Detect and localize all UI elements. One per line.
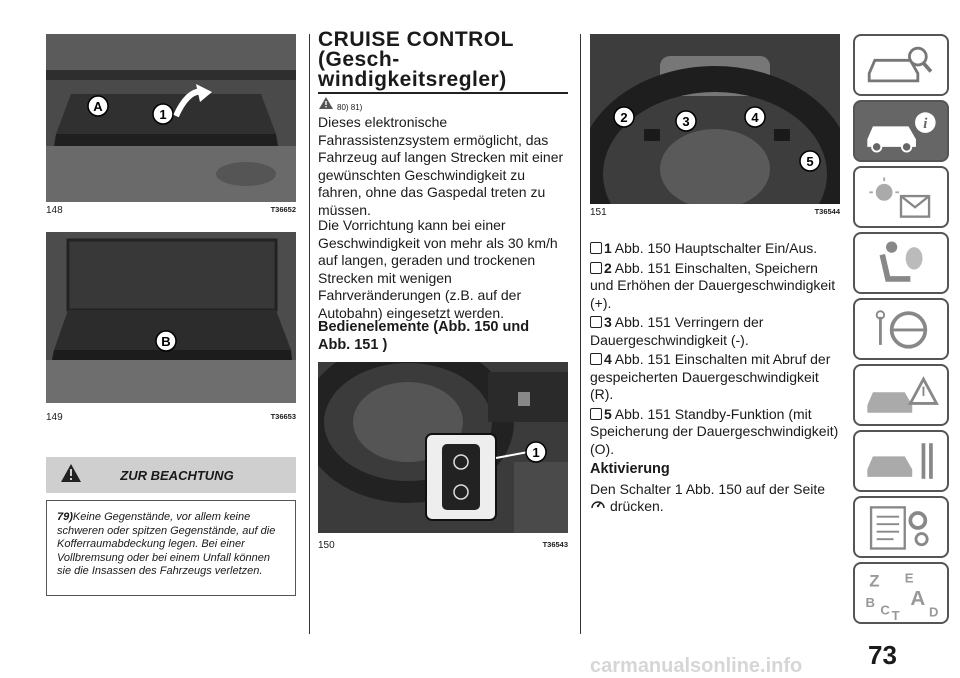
controls-list bbox=[590, 240, 840, 460]
index-letter: Z bbox=[869, 571, 880, 591]
footnote-refs: 80) 81) bbox=[337, 103, 363, 112]
callout-5: 5 bbox=[806, 154, 814, 169]
control-text: Abb. 151 Einschalten mit Abruf der gespeicherten Dauergeschwindigkeit (R). bbox=[590, 351, 831, 402]
control-item bbox=[590, 351, 840, 404]
note-text: Keine Gegenstände, vor allem keine schweren oder spitzen Gegenstände, auf die Kofferraumabdeckung legen. Bei einer Vollbremsung oder bei einem Unfall können sie die Insassen des Fahrzeugs verletzen. bbox=[57, 511, 276, 577]
control-number: 4 bbox=[604, 351, 612, 367]
control-item bbox=[590, 260, 840, 313]
figure-151-caption bbox=[590, 207, 840, 218]
seat-airbag-icon bbox=[855, 234, 947, 292]
control-text: Abb. 151 Verringern der Dauergeschwindigkeit (-). bbox=[590, 314, 764, 348]
control-number: 2 bbox=[604, 259, 612, 276]
callout-4: 4 bbox=[751, 110, 759, 125]
car-search-icon bbox=[855, 36, 947, 94]
section-title bbox=[318, 30, 570, 90]
intro-paragraph: Dieses elektronische Fahrassistenzsystem ermöglicht, das Fahrzeug auf langen Strecken mit einer gewünschten Geschwindigkeit zu fahren, ohne das Gaspedal treten zu müssen. bbox=[318, 114, 564, 218]
title-line-3: windigkeitsregler) bbox=[318, 68, 507, 91]
figure-151-photo bbox=[590, 34, 840, 204]
dashboard-lights-icon bbox=[855, 168, 947, 226]
figure-number: 148 bbox=[46, 205, 63, 216]
checkbox-square-icon bbox=[590, 316, 602, 328]
column-divider bbox=[309, 34, 310, 634]
figure-148-caption bbox=[46, 205, 296, 216]
figure-code: T36544 bbox=[814, 207, 840, 216]
watermark: carmanualsonline.info bbox=[590, 655, 803, 677]
figure-code: T36543 bbox=[542, 540, 568, 549]
control-number: 3 bbox=[604, 314, 612, 330]
callout-B: B bbox=[161, 334, 171, 349]
figure-148-photo bbox=[46, 34, 296, 202]
figure-149-photo bbox=[46, 232, 296, 403]
figure-number: 149 bbox=[46, 412, 63, 423]
control-item bbox=[590, 406, 840, 459]
nav-tab-starting-driving[interactable] bbox=[853, 100, 949, 162]
car-warning-icon bbox=[855, 366, 947, 424]
title-line-2: (Gesch- bbox=[318, 48, 400, 71]
activation-line-2: drücken. bbox=[610, 497, 664, 514]
index-letter: T bbox=[891, 608, 900, 622]
checkbox-square-icon bbox=[590, 353, 602, 365]
checkbox-square-icon bbox=[590, 262, 602, 274]
warning-note-body bbox=[46, 500, 296, 596]
callout-1: 1 bbox=[159, 107, 167, 122]
nav-tab-warning-lights[interactable] bbox=[853, 166, 949, 228]
svg-text:i: i bbox=[923, 116, 928, 133]
callout-1: 1 bbox=[532, 445, 540, 460]
car-tools-icon bbox=[855, 432, 947, 490]
warning-triangle-icon bbox=[60, 463, 82, 488]
callout-3: 3 bbox=[682, 114, 690, 129]
title-underline bbox=[318, 92, 568, 94]
figure-150-photo bbox=[318, 362, 568, 533]
checkbox-square-icon bbox=[590, 408, 602, 420]
figure-code: T36652 bbox=[270, 205, 296, 214]
steering-wheel-buttons-illustration bbox=[590, 34, 840, 204]
dash-readout: 18887 bbox=[703, 71, 729, 80]
control-number: 1 bbox=[604, 240, 612, 256]
nav-tab-index[interactable] bbox=[853, 562, 949, 624]
steering-wheel-key-icon bbox=[855, 300, 947, 358]
title-line-1: CRUISE CONTROL bbox=[318, 28, 514, 51]
callout-2: 2 bbox=[620, 110, 628, 125]
figure-150-caption bbox=[318, 540, 568, 551]
control-text: Abb. 151 Einschalten, Speichern und Erhöhen der Dauergeschwindigkeit (+). bbox=[590, 259, 836, 311]
usage-paragraph: Die Vorrichtung kann bei einer Geschwindigkeit von mehr als 30 km/h auf langen, geraden und trockenen Strecken mit wenigen Fahrveränderungen (z.B. auf der Autobahn) eingesetzt werden. bbox=[318, 217, 558, 321]
column-divider bbox=[580, 34, 581, 634]
luggage-shelf-illustration bbox=[46, 34, 296, 202]
control-number: 5 bbox=[604, 405, 612, 422]
activation-heading: Aktivierung bbox=[590, 461, 670, 477]
index-letter: B bbox=[865, 595, 875, 611]
index-letter: E bbox=[904, 570, 914, 586]
nav-tab-maintenance[interactable] bbox=[853, 430, 949, 492]
figure-149-caption bbox=[46, 412, 296, 423]
steering-wheel-switch-illustration bbox=[318, 362, 568, 533]
page-number: 73 bbox=[868, 640, 897, 670]
figure-number: 150 bbox=[318, 540, 335, 551]
nav-tab-driving[interactable] bbox=[853, 298, 949, 360]
car-info-icon bbox=[855, 102, 947, 160]
control-text: Abb. 150 Hauptschalter Ein/Aus. bbox=[614, 240, 818, 256]
warning-note-header bbox=[46, 457, 296, 493]
activation-line-1: Den Schalter 1 Abb. 150 auf der Seite bbox=[590, 481, 826, 497]
luggage-cover-illustration bbox=[46, 232, 296, 403]
specs-gear-icon bbox=[855, 498, 947, 556]
note-ref: 79) bbox=[57, 511, 73, 523]
nav-tab-technical-data[interactable] bbox=[853, 496, 949, 558]
activation-line-2-row bbox=[590, 497, 840, 516]
alphabetical-index-icon bbox=[855, 564, 947, 622]
nav-tab-vehicle-knowledge[interactable] bbox=[853, 34, 949, 96]
control-item bbox=[590, 240, 840, 258]
refs-row bbox=[318, 96, 362, 112]
control-item bbox=[590, 314, 840, 349]
control-text: Abb. 151 Standby-Funktion (mit Speicherung der Dauergeschwindigkeit) (O). bbox=[590, 405, 839, 457]
nav-tab-safety[interactable] bbox=[853, 232, 949, 294]
controls-heading: Bedienelemente (Abb. 150 und Abb. 151 ) bbox=[318, 319, 530, 353]
cruise-control-speedometer-icon bbox=[590, 497, 606, 516]
figure-number: 151 bbox=[590, 207, 607, 218]
checkbox-square-icon bbox=[590, 242, 602, 254]
index-letter: D bbox=[929, 604, 939, 620]
index-letter: A bbox=[910, 587, 926, 611]
index-letter: C bbox=[880, 602, 890, 618]
nav-tab-emergency[interactable] bbox=[853, 364, 949, 426]
callout-A: A bbox=[93, 99, 103, 114]
figure-code: T36653 bbox=[270, 412, 296, 421]
small-warning-icon bbox=[318, 96, 334, 112]
warning-note-heading: ZUR BEACHTUNG bbox=[120, 467, 234, 483]
